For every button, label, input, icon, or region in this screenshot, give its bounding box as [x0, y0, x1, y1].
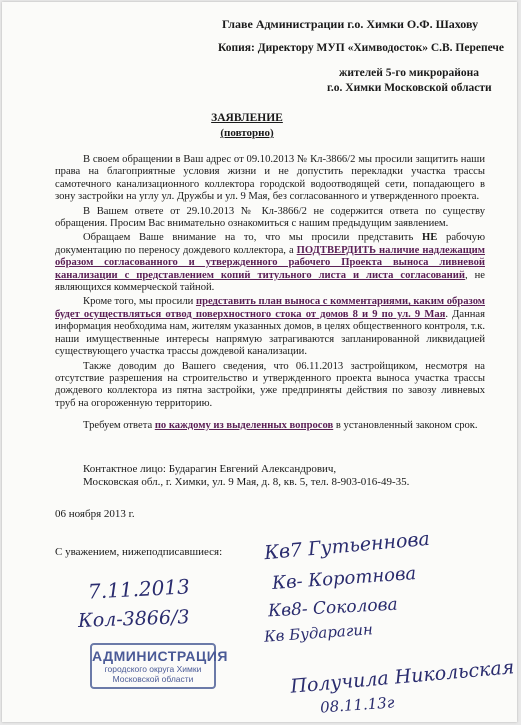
letter-date: 06 ноября 2013 г.	[55, 508, 135, 520]
letter-body	[55, 154, 485, 435]
copy-recipient-line: Копия: Директору МУП «Химводосток» С.В. Перепече	[218, 42, 505, 54]
registration-number: Кол-3866/3	[77, 606, 190, 632]
paragraph-3-emphasis-not: НЕ	[422, 232, 438, 244]
signature-1: Кв7 Гутьеннова	[263, 527, 431, 565]
paragraph-4-part-a: Кроме того, мы просили	[83, 296, 196, 308]
receipt-date: 08.11.13г	[319, 693, 395, 717]
paragraph-3-part-a: Обращаем Ваше внимание на то, что мы просили представить	[83, 232, 422, 244]
paragraph-3	[55, 232, 485, 294]
paragraph-3-part-c: рабочую документацию по переносу дождевого коллектора, а	[55, 232, 485, 256]
contact-address: Московская обл., г. Химки, ул. 9 Мая, д. 8, кв. 5, тел. 8-903-016-49-35.	[83, 476, 410, 488]
stamp-subtitle-1: городского округа Химки	[104, 664, 202, 674]
stamp-subtitle-2: Московской области	[112, 674, 194, 684]
sender-line-1: жителей 5-го микрорайона	[339, 67, 480, 79]
paragraph-6	[55, 420, 485, 432]
signature-2: Кв- Коротнова	[271, 562, 417, 595]
paragraph-1: В своем обращении в Ваш адрес от 09.10.2013 № Кл-3866/2 мы просили защитить наши права на благоприятные условия жизни и не допустить перекладки участка трассы самотечного канализационного коллектора городской водоотводящей сети, попадающего в зону застройки на углу ул. Дружбы и ул. 9 Мая, без согласованного и утвержденного проекта.	[55, 154, 485, 203]
recipient-line: Главе Администрации г.о. Химки О.Ф. Шахову	[222, 17, 479, 31]
document-subtitle: (повторно)	[220, 127, 274, 139]
document-page	[2, 2, 517, 722]
paragraph-6-part-c: в установленный законом срок.	[333, 420, 478, 432]
document-title: ЗАЯВЛЕНИЕ	[211, 112, 283, 124]
sender-line-2: г.о. Химки Московской области	[327, 82, 492, 94]
signature-3: Кв8- Соколова	[267, 594, 399, 622]
paragraph-4-highlight: представить план выноса с комментариями, каким образом будет осуществляться отвод поверхностного стока от домов 8 и 9 по ул. 9 Мая	[55, 296, 486, 320]
paragraph-3-part-e: , не являющихся коммерческой тайной.	[55, 269, 485, 294]
administration-stamp	[90, 643, 228, 689]
paragraph-5: Также доводим до Вашего сведения, что 06.11.2013 застройщиком, несмотря на отсутствие разрешения на строительство и утвержденного проекта выноса участка трассы дождевого коллектора из пятна застройки, уже предприняты действия по завозу ливневых труб на огороженную территорию.	[55, 360, 485, 409]
signature-5: Получила Никольская	[289, 656, 516, 698]
paragraph-2: В Вашем ответе от 29.10.2013 № Кл-3866/2 не содержится ответа по существу обращения. Просим Вас внимательно ознакомиться с нашим предыдущим заявлением.	[55, 205, 485, 230]
paragraph-4-part-c: . Данная информация необходима нам, жителям указанных домов, в целях общественного контроля, т.к. наши имущественные интересы напрямую затрагиваются запланированной ликвидацией существующего участка трассы дождевой канализации.	[55, 308, 485, 358]
registration-date: 7.11.2013	[87, 574, 191, 604]
paragraph-3-highlight: ПОДТВЕРДИТЬ наличие надлежащим образом согласованного и утвержденного рабочего Проекта выноса ливневой канализации с представлением копий титульного листа и листа согласований	[55, 244, 485, 281]
stamp-title: АДМИНИСТРАЦИЯ	[92, 648, 228, 664]
signoff-text: С уважением, нижеподписавшиеся:	[55, 546, 223, 558]
paragraph-6-part-a: Требуем ответа	[83, 420, 155, 432]
signature-4: Кв Бударагин	[263, 620, 374, 646]
contact-person: Контактное лицо: Бударагин Евгений Александрович,	[83, 463, 337, 475]
paragraph-6-highlight: по каждому из выделенных вопросов	[154, 420, 334, 432]
paragraph-4	[55, 296, 485, 358]
